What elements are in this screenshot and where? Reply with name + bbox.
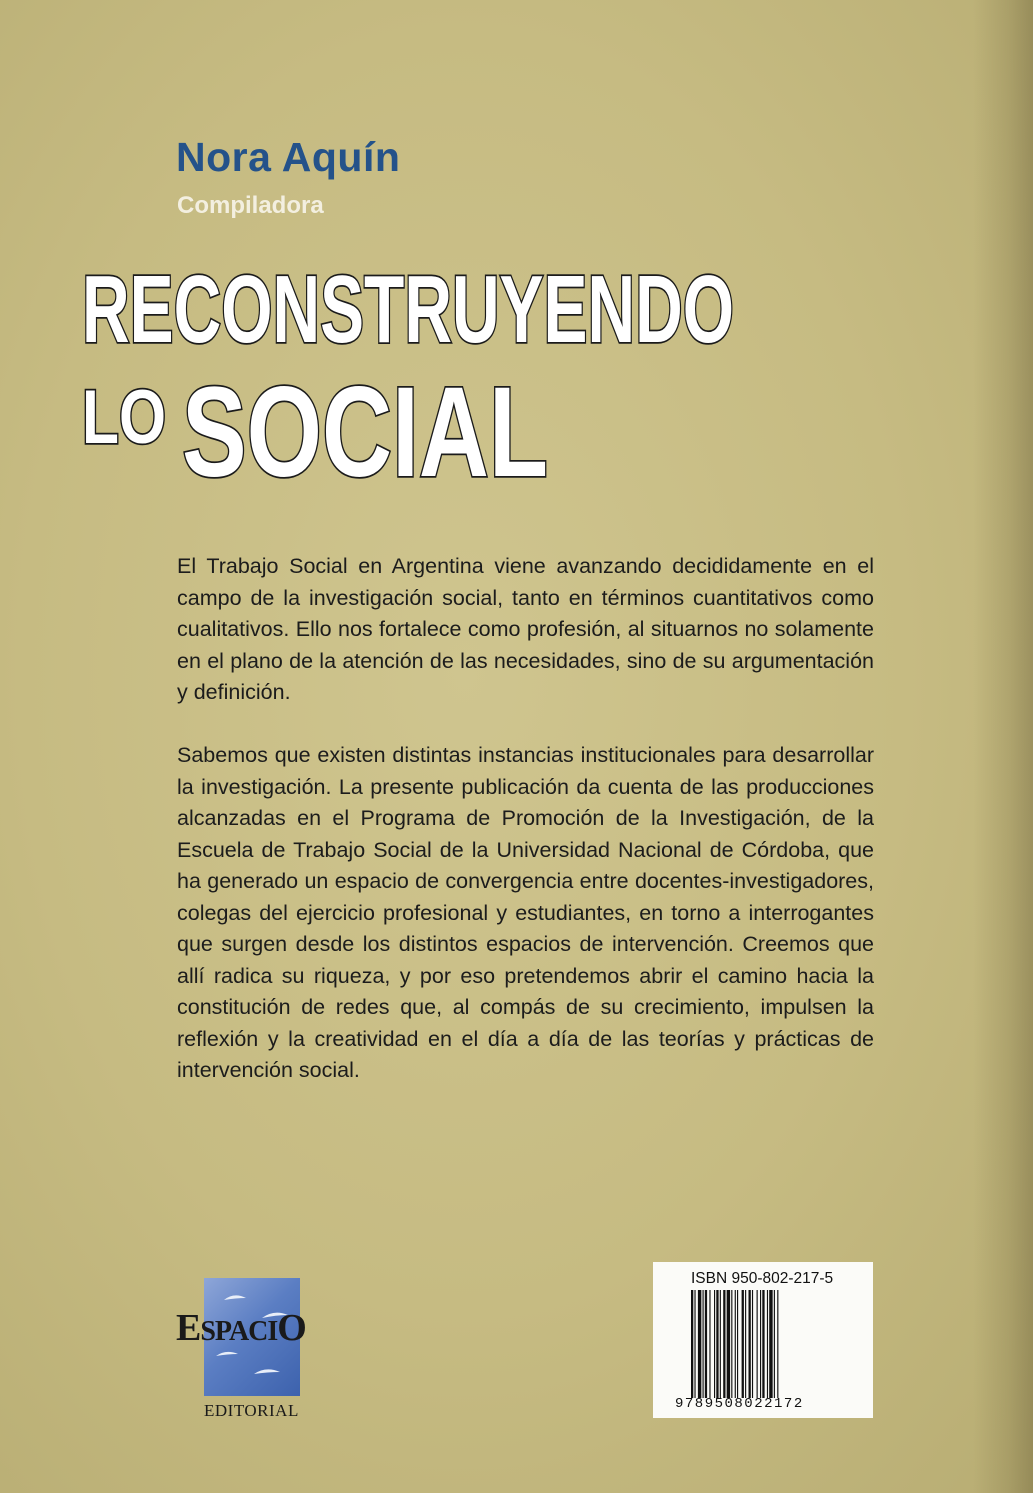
isbn-number: ISBN 950-802-217-5 xyxy=(691,1270,834,1287)
publisher-logo xyxy=(176,1276,336,1426)
barcode-label xyxy=(653,1262,873,1418)
cover-edge-shadow xyxy=(973,0,1033,1493)
barcode-icon xyxy=(691,1290,841,1398)
title-line-2 xyxy=(78,361,558,504)
publisher-wordmark: ESPACIO xyxy=(176,1307,306,1349)
author-name: Nora Aquín xyxy=(176,134,401,180)
publisher-subtitle: EDITORIAL xyxy=(204,1401,299,1420)
title-social-text: SOCIAL xyxy=(182,361,548,504)
description-paragraph-2: Sabemos que existen distintas instancias institucionales para desarrollar la investigación. La presente publicación da cuenta de las producciones alcanzadas en el Programa de Promoción de la Investigación, de la Escuela de Trabajo Social de la Universidad Nacional de Córdoba, que ha generado un espacio de convergencia entre docentes-investigadores, colegas del ejercicio profesional y estudiantes, en torno a interrogantes que surgen desde los distintos espacios de intervención. Creemos que allí radica su riqueza, y por eso pretendemos abrir el camino hacia la constitución de redes que, al compás de su crecimiento, impulsen la reflexión y la creatividad en el día a día de las teorías y prácticas de intervención social. xyxy=(177,743,874,1082)
title-line-1 xyxy=(78,256,738,363)
title-line-1-text: RECONSTRUYENDO xyxy=(82,256,734,363)
title-lo-text: LO xyxy=(82,375,166,460)
description-paragraph-1: El Trabajo Social en Argentina viene avanzando decididamente en el campo de la investigación social, tanto en términos cuantitativos como cualitativos. Ello nos fortalece como profesión, al situarnos no solamente en el plano de la atención de las necesidades, sino de su argumentación y definición. xyxy=(177,554,874,704)
author-role: Compiladora xyxy=(177,192,324,219)
barcode-digits: 9789508022172 xyxy=(675,1396,804,1412)
